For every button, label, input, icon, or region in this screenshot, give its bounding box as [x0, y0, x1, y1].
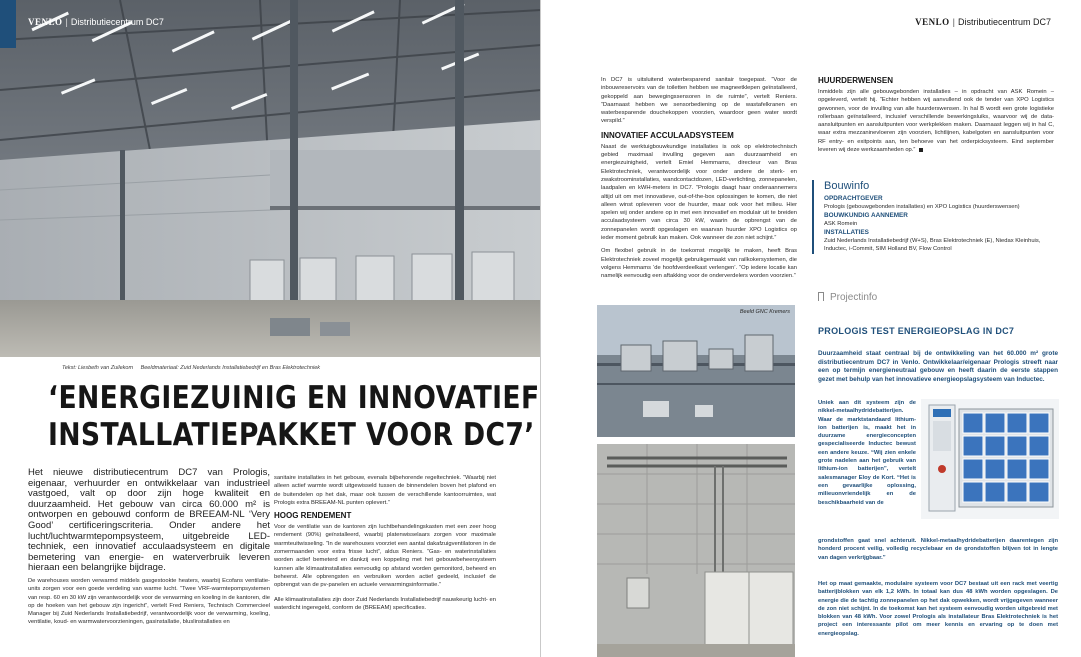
- body-paragraph: Voor de ventilatie van de kantoren zijn luchtbehandelingskasten met een zeer hoog rendement (90%) geïnstalleerd, waarbij platenwisselaars zorgen voor maximale warmteuitwisseling. “In de warehouses voorziet een aantal dakafzuigventilatoren in de zomermaanden voor extra frisse lucht”, aldus Reniers. “Gas- en waterinstallaties worden actief bemeterd en dankzij een koppeling met het gebouwbeheersysteem kunnen alle klimaatinstallaties eenvoudig op afstand worden gemonitord, beheerd en beheerst. Alle opbrengsten en verbruiken worden actief gedeeld, inclusief de opbrengst van de pv-panelen en actuele verwarmingsinformatie.”: [274, 524, 496, 589]
- projectinfo-text-2: grondstoffen gaat snel achteruit. Nikkel-metaalhydridebatterijen daarentegen zijn honderd procent veilig, volledig recyclebaar en de grondstoffen blijven tot in lengte van dagen verkrijgbaar.”: [818, 538, 1058, 561]
- bouwinfo-title: Bouwinfo: [824, 180, 870, 192]
- projectinfo-intro: Duurzaamheid staat centraal bij de ontwikkeling van het 60.000 m² grote distributiecentrum DC7 in Venlo. Ontwikkelaar/eigenaar Prologis streeft naar een op termijn energieneutraal gebouw en heeft daarin de eerste stappen gezet met behulp van het innovatieve energieopslagsysteem van Inductec.: [818, 350, 1058, 383]
- body-paragraph-text: Inmiddels zijn alle gebouwgebonden installaties – in opdracht van ASK Romein – opgeleverd, vertelt hij. “Echter hebben wij aanvullend ook de tender van XPO Logistics gewonnen, voor de invulling van alle huurderswensen. In hal B wordt een grote logistieke rollerbaan geïnstalleerd, inclusief verschillende bewerkingsluiks, waarvoor wij de data-aansluitpunten en aansluitpunten voor werkplekken maken. Daarnaast leggen wij in hal C, waar extra mezzaninevloeren zijn voorzien, lichtlijnen, kabelgoten en aansluitpunten voor RF entry- en exitpoints aan, ten behoeve van het orderpicksysteem. Eind september leveren wij deze werkzaamheden op.”: [818, 89, 1054, 154]
- headline-line-1: ‘ENERGIEZUINIG EN INNOVATIEF: [48, 380, 540, 416]
- running-head-section: Distributiecentrum DC7: [957, 17, 1051, 27]
- body-paragraph: sanitaire installaties in het gebouw, evenals bijbehorende regeltechniek. “Waarbij niet alleen actief warmte wordt uitgewisseld tussen de binnendelen boven het plafond en de buitendelen op het dak, maar ook tussen de verschillende kantoorruimtes, wat Prologis extra BREEAM-NL punten oplevert.”: [274, 475, 496, 506]
- rooftop-installations-photo: [597, 305, 795, 437]
- running-head-right: [915, 17, 1051, 27]
- projectinfo-icon: [818, 292, 824, 301]
- battery-rack-photo: [921, 399, 1059, 519]
- projectinfo-label: [818, 292, 877, 303]
- running-head-city: VENLO: [28, 17, 63, 27]
- bouwinfo-opdrachtgever-label: OPDRACHTGEVER: [824, 195, 883, 202]
- bouwinfo-installaties: Zuid Nederlands Installatiebedrijf (W+S), Bras Elektrotechniek (E), Niedax Kleinhuis, Inductec, i-Commit, SIM Holland BV, Flow Control: [824, 238, 1041, 252]
- body-paragraph: [818, 88, 1054, 154]
- credit-text: Tekst: Liesbeth van Zuilekom: [62, 365, 134, 371]
- running-head-section: Distributiecentrum DC7: [70, 17, 164, 27]
- projectinfo-title: PROLOGIS TEST ENERGIEOPSLAG IN DC7: [818, 326, 1015, 336]
- body-paragraph: Om flexibel gebruik in de toekomst mogelijk te maken, heeft Bras Elektrotechniek zoveel mogelijk gebruikgemaakt van railkokersystemen, die volgens Hemmams ‘de hoofdverdeelkast verlengen’. “Op iedere locatie kan namelijk eenvoudig een aftakking voor de onderverdelers worden voorzien.”: [601, 248, 797, 280]
- running-head-separator: |: [65, 17, 68, 27]
- bouwinfo-installaties-label: INSTALLATIES: [824, 229, 869, 236]
- article-credits: [62, 365, 320, 371]
- body-paragraph: Alle klimaatinstallaties zijn door Zuid Nederlands Installatiebedrijf nauwkeurig lucht- en waterdicht ingeregeld, conform de (BREEAM) specificaties.: [274, 596, 496, 611]
- body-paragraph: De warehouses worden verwarmd middels gasgestookte heaters, waarbij Ecofans ventilatie-units zorgen voor een goede verdeling van warme lucht. “Twee VRF-warmtepompsystemen van resp. 60 en 30 kW zijn verantwoordelijk voor de verwarming en koeling in de kantoren, die op de hoeken van het gebouw zijn ingericht”, vertelt Fred Reniers, Technisch Commercieel Manager bij Zuid Nederlands Installatiebedrijf, verantwoordelijk voor de verwarming, koeling, ventilatie, koud- en warmwatervoorzieningen, gasinstallatie, bluslinstallaties en: [28, 578, 270, 626]
- article-end-mark: [919, 148, 923, 152]
- section-color-tab: [0, 0, 16, 48]
- right-column-2: [818, 76, 1054, 154]
- left-page: [0, 0, 540, 657]
- body-paragraph: Naast de werktuigbouwkundige installaties is ook op elektrotechnisch gebied maximaal invulling gegeven aan duurzaamheid en energiezuinigheid, vertelt Emiel Hemmams, directeur van Bras Elektrotechniek, verantwoordelijk voor onder andere de sterk- en zwakstroominstallaties, wandcontactdozen, LED-verlichting, zonnepanelen, laadpalen en kWH-meters in DC7. “Prologis daagt haar onderaannemers altijd uit om met innovatieve, out-of-the-box oplossingen te komen, die niet alleen winst opleveren voor de huurder, maar ook voor het milieu. Hier spelen wij onder andere op in met een innovatief en modulair uit te breiden acculaadsysteem van circa 30 kW, waarin de opbrengst van de zonnepanelen wordt opgeslagen en waarvan huurder XPO Logistics op ieder moment gebruik kan maken. Ook wanneer de zon niet schijnt.”: [601, 143, 797, 242]
- subhead-hoog-rendement: HOOG RENDEMENT: [274, 511, 352, 521]
- bouwinfo-aannemer-label: BOUWKUNDIG AANNEMER: [824, 212, 908, 219]
- subhead-huurderwensen: HUURDERWENSEN: [818, 76, 893, 85]
- bouwinfo-aannemer: ASK Romein: [824, 221, 858, 227]
- running-head-left: [28, 17, 164, 27]
- subhead-innovatief-acculaadsysteem: INNOVATIEF ACCULAADSYSTEEM: [601, 130, 734, 140]
- bouwinfo-opdrachtgever: Prologis (gebouwgebonden installaties) en XPO Logistics (huurderswensen): [824, 204, 1020, 210]
- article-lead: Het nieuwe distributiecentrum DC7 van Prologis, eigenaar, verhuurder en ontwikkelaar van industrieel vastgoed, valt op door zijn hoge kwaliteit en duurzaamheid. Het gebouw van circa 60.000 m² is ontworpen en gebouwd conform de BREEAM-NL ‘Very Good’ certificeringscriteria. Onder andere het lucht/luchtwarmtepompsysteem, uitgebreide LED-techniek, een innovatief acculaadsysteem en digitale bemetering van energie- en waterverbruik leveren hieraan een belangrijke bijdrage.: [28, 467, 270, 574]
- credit-photo: Beeldmateriaal: Zuid Nederlands Installatiebedrijf en Bras Elektrotechniek: [140, 365, 321, 371]
- left-column-1: [28, 577, 270, 627]
- warehouse-interior-photo: [0, 0, 541, 357]
- running-head-city: VENLO: [915, 17, 950, 27]
- projectinfo-label-text: Projectinfo: [830, 292, 878, 303]
- projectinfo-text-3: Het op maat gemaakte, modulaire systeem voor DC7 bestaat uit een rack met veertig batterijblokken van elk 1,2 kWh. In totaal kan dus 48 kWh worden opgeslagen. De energie die de tachtig zonnepanelen op het dak opwekken, wordt vrijgegeven wanneer de zon niet schijnt. In de toekomst kan het systeem eenvoudig worden uitgebreid met blokken van 48 kWh. Voor zowel Prologis als installateur Bras Elektrotechniek is het project een interessante pilot om meer kennis en ervaring op te doen met energieopslag.: [818, 581, 1058, 637]
- body-paragraph: In DC7 is uitsluitend waterbesparend sanitair toegepast. “Voor de inbouwreservoirs van de toiletten hebben we magneetklepen geïnstalleerd, gekoppeld aan bewegingssensoren in de ruimte”, vertelt Reniers. “Daarnaast hebben we sensorbediening op de wastafelkranen en waterbesparende douchekoppen voorzien, waardoor geen water wordt verspild.”: [601, 77, 797, 125]
- electrical-cabinet-photo: [597, 444, 795, 657]
- projectinfo-text-1: Uniek aan dit systeem zijn de nikkel-metaalhydridebatterijen. Waar de marktstandaard lithium-ion batterijen is, maakt het in duurzame energieconcepten gespecialiseerde Inductec bewust een andere keuze. “Wij zien enkele grote nadelen aan het gebruik van lithium-ion batterijen”, vertelt salesmanager Eloy de Kort. “Het is een gevaarlijke oplossing, milieuonvriendelijk en de beschikbaarheid van de: [818, 400, 916, 506]
- running-head-separator: |: [952, 17, 955, 27]
- bouwinfo-box: [812, 180, 1052, 254]
- right-column-1: [601, 76, 797, 281]
- left-column-2: [274, 474, 496, 612]
- headline-line-2: INSTALLATIEPAKKET VOOR DC7’: [48, 417, 535, 453]
- rooftop-photo-credit: Beeld GNC Kremers: [739, 309, 790, 315]
- article-headline: [48, 380, 540, 454]
